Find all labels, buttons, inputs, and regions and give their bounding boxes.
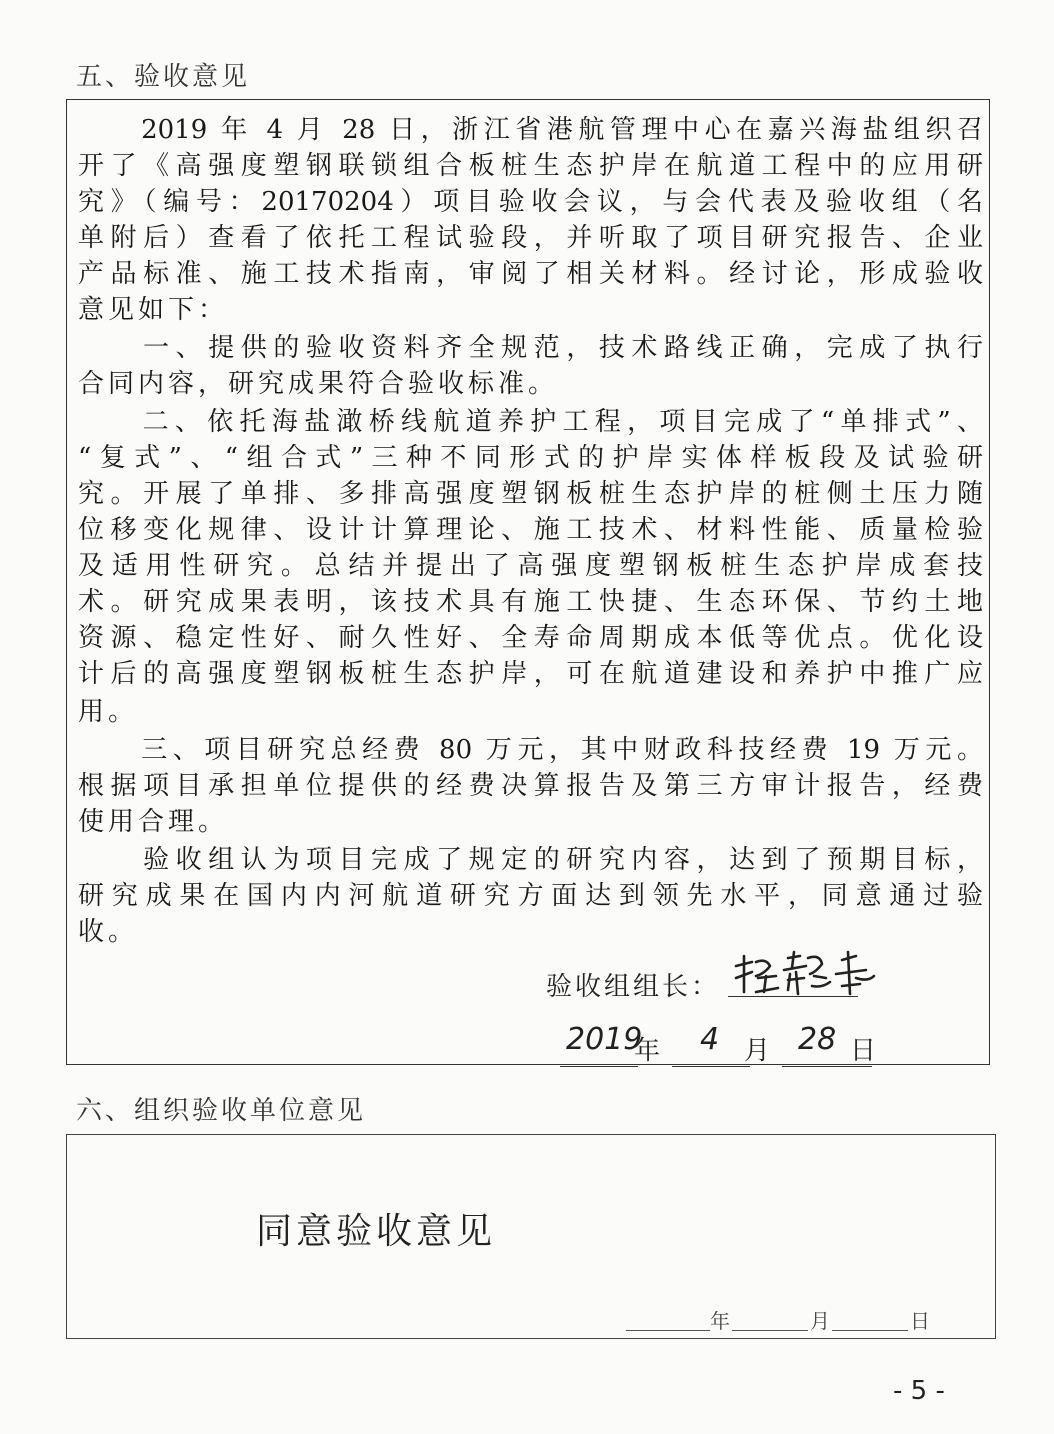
body-line: 单附后）查看了依托工程试验段，并听取了项目研究报告、企业 bbox=[78, 223, 983, 253]
body-line: 2019 年 4 月 28 日，浙江省港航管理中心在嘉兴海盐组织召 bbox=[78, 115, 983, 145]
date-month-char: 月 bbox=[744, 1036, 771, 1066]
body-line: 一、提供的验收资料齐全规范，技术路线正确，完成了执行 bbox=[78, 333, 983, 363]
body-line: 用。 bbox=[78, 697, 139, 727]
date-day: 28 bbox=[798, 1022, 837, 1057]
body-line: 使用合理。 bbox=[78, 807, 229, 837]
blank-day-underline bbox=[832, 1330, 908, 1331]
blank-month-char: 月 bbox=[810, 1309, 830, 1333]
date-day-underline bbox=[782, 1066, 872, 1067]
date-year-underline bbox=[560, 1066, 638, 1067]
blank-month-underline bbox=[732, 1330, 808, 1331]
date-year-char: 年 bbox=[634, 1036, 661, 1066]
organizer-opinion: 同意验收意见 bbox=[256, 1211, 497, 1252]
body-line: 及适用性研究。总结并提出了高强度塑钢板桩生态护岸成套技 bbox=[78, 551, 983, 581]
body-line: 资源、稳定性好、耐久性好、全寿命周期成本低等优点。优化设 bbox=[78, 623, 983, 653]
section6-frame bbox=[66, 1134, 996, 1339]
body-line: 合同内容，研究成果符合验收标准。 bbox=[78, 369, 559, 399]
body-line: 研究成果在国内内河航道研究方面达到领先水平，同意通过验 bbox=[78, 881, 983, 911]
body-line: 究。开展了单排、多排高强度塑钢板桩生态护岸的桩侧土压力随 bbox=[78, 479, 983, 509]
body-line: 术。研究成果表明，该技术具有施工快捷、生态环保、节约土地 bbox=[78, 587, 983, 617]
acceptance-date bbox=[560, 1020, 890, 1070]
section6-heading: 六、组织验收单位意见 bbox=[76, 1096, 367, 1126]
date-day-char: 日 bbox=[850, 1036, 877, 1066]
body-line: 开了《高强度塑钢联锁组合板桩生态护岸在航道工程中的应用研 bbox=[78, 151, 983, 181]
body-line: 位移变化规律、设计计算理论、施工技术、材料性能、质量检验 bbox=[78, 515, 983, 545]
body-line: 三、项目研究总经费 80 万元，其中财政科技经费 19 万元。 bbox=[78, 735, 983, 765]
body-line: 根据项目承担单位提供的经费决算报告及第三方审计报告，经费 bbox=[78, 771, 983, 801]
date-month: 4 bbox=[700, 1022, 720, 1057]
body-line: 收。 bbox=[78, 917, 139, 947]
body-line: 验收组认为项目完成了规定的研究内容，达到了预期目标， bbox=[78, 845, 983, 875]
date-month-underline bbox=[672, 1066, 750, 1067]
section5-heading: 五、验收意见 bbox=[76, 62, 251, 92]
body-line: 产品标准、施工技术指南，审阅了相关材料。经讨论，形成验收 bbox=[78, 259, 983, 289]
body-line: 计后的高强度塑钢板桩生态护岸，可在航道建设和养护中推广应 bbox=[78, 659, 983, 689]
signature-underline bbox=[728, 996, 858, 997]
date-year: 2019 bbox=[566, 1022, 643, 1057]
signature-label: 验收组组长： bbox=[546, 972, 721, 1002]
body-line: 究》（编号：20170204）项目验收会议，与会代表及验收组（名 bbox=[78, 187, 983, 217]
body-line: 二、依托海盐澉桥线航道养护工程，项目完成了“单排式”、 bbox=[78, 407, 983, 437]
body-line: 意见如下： bbox=[78, 295, 229, 325]
blank-year-char: 年 bbox=[710, 1309, 730, 1333]
handwritten-signature bbox=[730, 948, 890, 1000]
blank-day-char: 日 bbox=[910, 1309, 930, 1333]
page-number: - 5 - bbox=[893, 1376, 945, 1406]
body-line: “复式”、“组合式”三种不同形式的护岸实体样板段及试验研 bbox=[78, 443, 983, 473]
blank-year-underline bbox=[626, 1330, 710, 1331]
